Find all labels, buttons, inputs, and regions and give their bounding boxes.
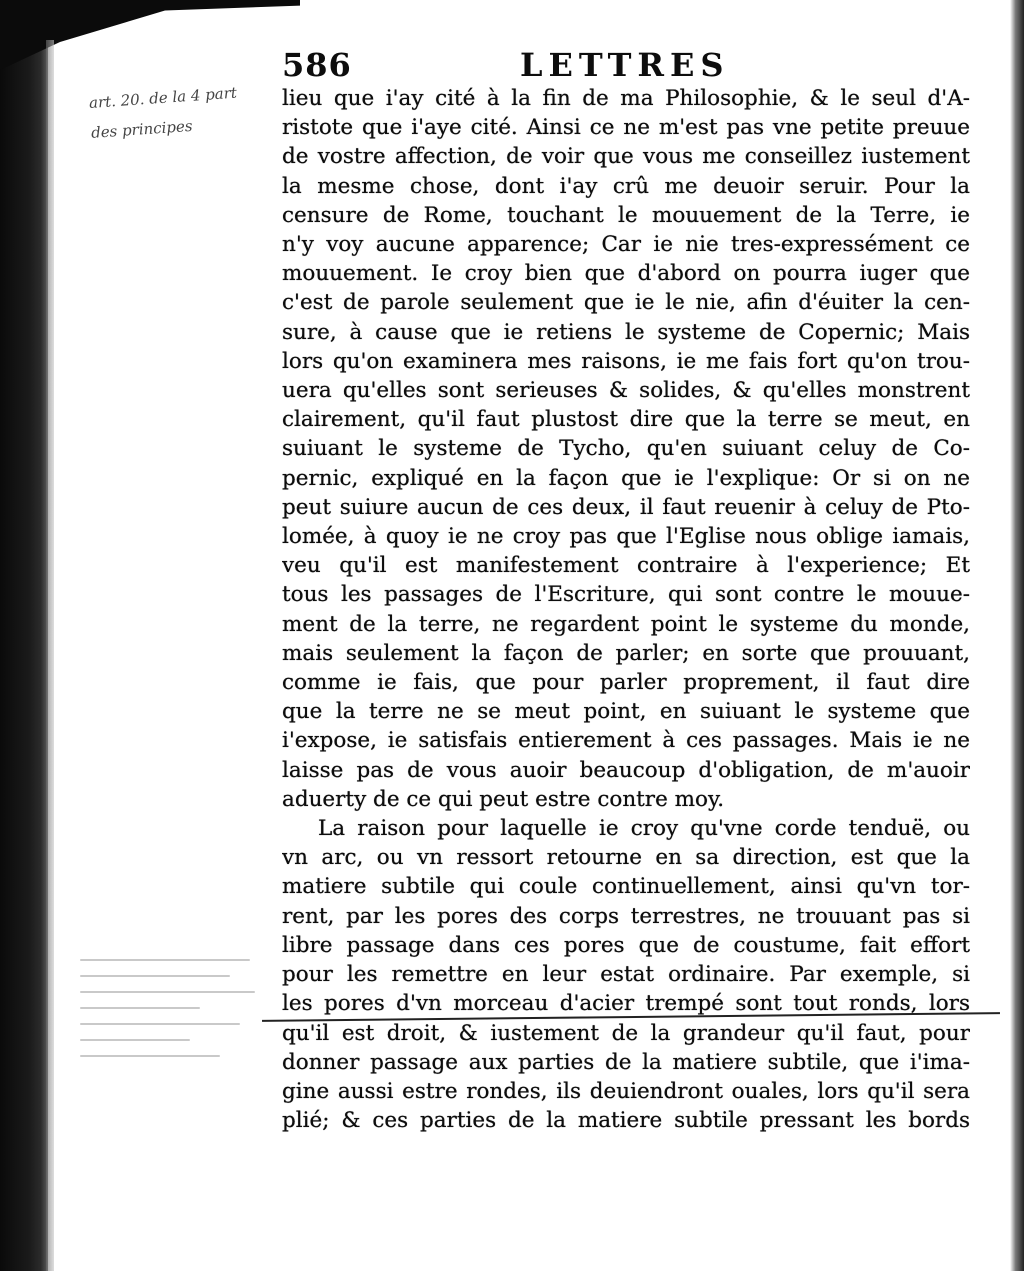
text-line: libre passage dans ces pores que de coustume, fait effort [282,932,970,958]
text-line: laisse pas de vous auoir beaucoup d'obligation, de m'auoir [282,757,970,783]
text-line: les pores d'vn morceau d'acier trempé sont tout ronds, lors [282,991,970,1017]
page-edge [46,40,54,1271]
text-line: plié; & ces parties de la matiere subtile pressant les bords [282,1108,970,1134]
faint-scribble [80,1055,220,1057]
text-line: n'y voy aucune apparence; Car ie nie tres-expressément ce [282,232,970,258]
faint-scribble [80,975,230,977]
margin-note-line: des principes [90,116,194,142]
text-line: pernic, expliqué en la façon que ie l'explique: Or si on ne [282,465,970,491]
faint-scribble [80,1039,190,1041]
text-line: qu'il est droit, & iustement de la grandeur qu'il faut, pour [282,1020,970,1046]
page-header [282,46,972,86]
text-line: matiere subtile qui coule continuellement, ainsi qu'vn tor- [282,874,970,900]
faint-scribble [80,991,255,993]
text-line: comme ie fais, que pour parler proprement, il faut dire [282,670,970,696]
text-line: suiuant le systeme de Tycho, qu'en suiuant celuy de Co- [282,436,970,462]
scan-border-left [0,0,48,1271]
text-line: tous les passages de l'Escriture, qui sont contre le mouue- [282,582,970,608]
text-line: lors qu'on examinera mes raisons, ie me fais fort qu'on trou- [282,348,970,374]
text-line: lieu que i'ay cité à la fin de ma Philosophie, & le seul d'A- [282,86,970,111]
text-line: vn arc, ou vn ressort retourne en sa direction, est que la [282,845,970,871]
text-line: uera qu'elles sont serieuses & solides, & qu'elles monstrent [282,378,970,404]
page-number: 586 [282,46,352,84]
text-line: donner passage aux parties de la matiere subtile, que i'ima- [282,1049,970,1075]
faint-scribble [80,1023,240,1025]
text-line: censure de Rome, touchant le mouuement de la Terre, ie [282,202,970,228]
text-line: clairement, qu'il faut plustost dire que la terre se meut, en [282,407,970,433]
text-line: ment de la terre, ne regardent point le systeme du monde, [282,611,970,637]
text-line: de vostre affection, de voir que vous me conseillez iustement [282,144,970,170]
letter-body-text [282,84,970,1135]
running-head: LETTRES [520,46,730,84]
text-line: que la terre ne se meut point, en suiuant le systeme que [282,699,970,725]
text-line: aduerty de ce qui peut estre contre moy. [282,786,725,812]
text-line: c'est de parole seulement que ie le nie, afin d'éuiter la cen- [282,290,970,316]
text-line: gine aussi estre rondes, ils deuiendront ouales, lors qu'il sera [282,1078,970,1104]
text-line: ristote que i'aye cité. Ainsi ce ne m'est pas vne petite preuue [282,115,970,141]
text-line: peut suiure aucun de ces deux, il faut reuenir à celuy de Pto- [282,494,970,520]
text-line: rent, par les pores des corps terrestres, ne trouuant pas si [282,903,970,929]
text-line: mais seulement la façon de parler; en sorte que prouuant, [282,640,970,666]
faint-handwriting [80,945,270,1071]
text-line: mouuement. Ie croy bien que d'abord on pourra iuger que [282,261,970,287]
text-line: sure, à cause que ie retiens le systeme de Copernic; Mais [282,319,970,345]
margin-note-line: art. 20. de la 4 part [88,83,238,112]
scan-border-right [1010,0,1024,1271]
text-line: la mesme chose, dont i'ay crû me deuoir seruir. Pour la [282,173,970,199]
faint-scribble [80,959,250,961]
faint-scribble [80,1007,200,1009]
handwritten-margin-note [88,75,272,147]
text-line: lomée, à quoy ie ne croy pas que l'Eglise nous oblige iamais, [282,524,970,550]
text-line: i'expose, ie satisfais entierement à ces passages. Mais ie ne [282,728,970,754]
text-line: pour les remettre en leur estat ordinaire. Par exemple, si [282,962,970,988]
text-line: La raison pour laquelle ie croy qu'vne corde tenduë, ou [318,816,970,842]
text-line: veu qu'il est manifestement contraire à l'experience; Et [282,553,970,579]
